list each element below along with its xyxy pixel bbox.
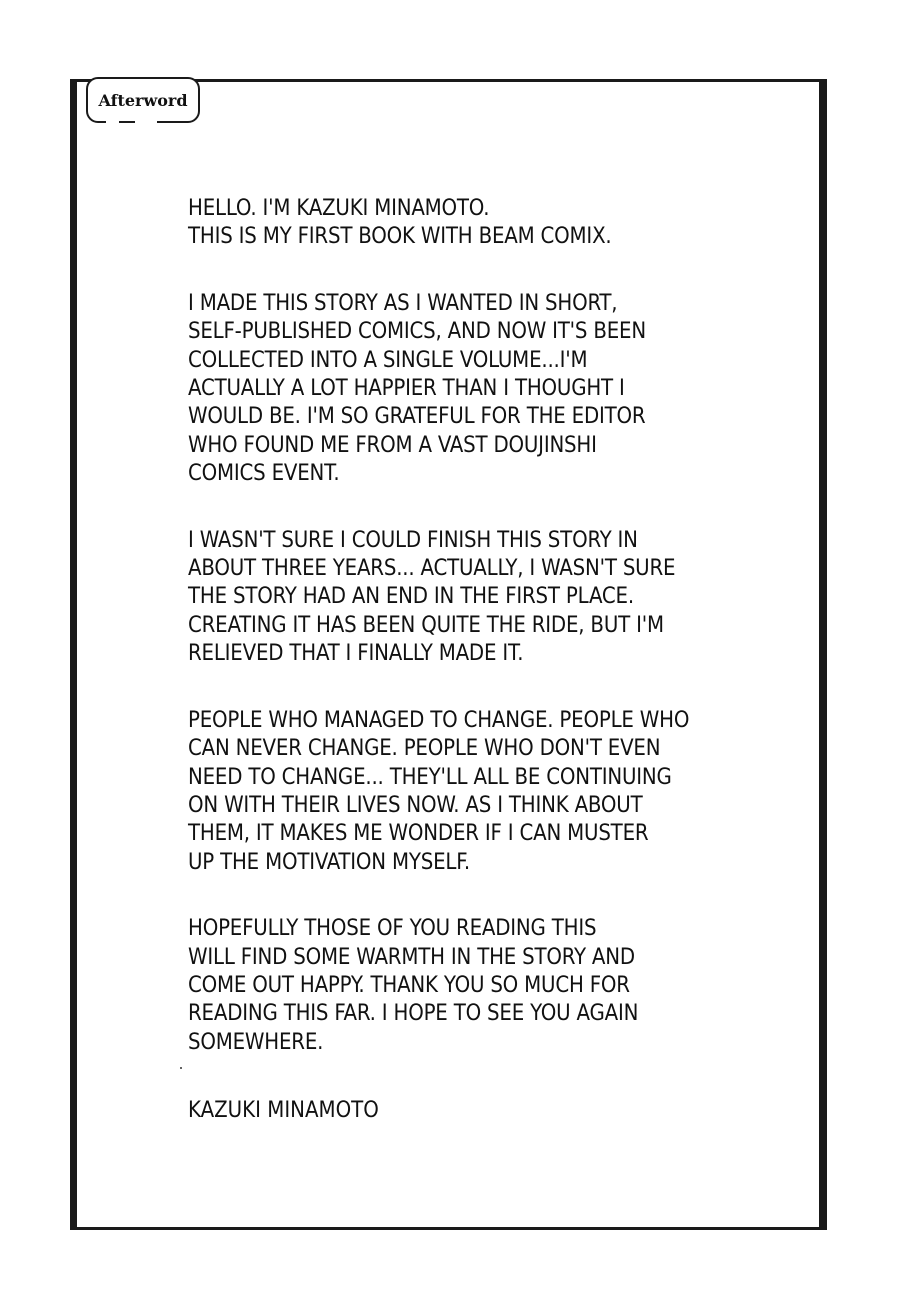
paragraph: [188, 290, 728, 489]
author-signature: KAZUKI MINAMOTO: [188, 1098, 379, 1123]
paragraph: [188, 707, 728, 877]
text-line: ABOUT THREE YEARS... ACTUALLY, I WASN'T SURE: [188, 556, 676, 582]
paragraph: [188, 195, 728, 252]
text-line: COMICS EVENT.: [188, 461, 340, 487]
tag-dash-gap: [135, 119, 157, 123]
text-line: HOPEFULLY THOSE OF YOU READING THIS: [188, 916, 597, 942]
text-line: RELIEVED THAT I FINALLY MADE IT.: [188, 641, 524, 667]
text-line: PEOPLE WHO MANAGED TO CHANGE. PEOPLE WHO: [188, 707, 690, 733]
text-line: SELF-PUBLISHED COMICS, AND NOW IT'S BEEN: [188, 319, 646, 345]
text-line: WOULD BE. I'M SO GRATEFUL FOR THE EDITOR: [188, 404, 646, 430]
text-line: READING THIS FAR. I HOPE TO SEE YOU AGAIN: [188, 1001, 639, 1027]
text-line: HELLO. I'M KAZUKI MINAMOTO.: [188, 196, 490, 221]
text-line: NEED TO CHANGE... THEY'LL ALL BE CONTINUING: [188, 764, 672, 790]
text-line: I MADE THIS STORY AS I WANTED IN SHORT,: [188, 290, 618, 316]
text-line: COLLECTED INTO A SINGLE VOLUME...I'M: [188, 347, 588, 373]
text-line: ON WITH THEIR LIVES NOW. AS I THINK ABOUT: [188, 792, 643, 818]
text-line: ACTUALLY A LOT HAPPIER THAN I THOUGHT I: [188, 376, 625, 402]
ink-speck: [180, 1067, 182, 1069]
afterword-body: [188, 195, 728, 1095]
afterword-tag: [86, 77, 200, 123]
text-line: WHO FOUND ME FROM A VAST DOUJINSHI: [188, 432, 597, 458]
paragraph: [188, 915, 728, 1057]
afterword-tag-label: Afterword: [98, 91, 188, 110]
text-line: CAN NEVER CHANGE. PEOPLE WHO DON'T EVEN: [188, 736, 661, 762]
text-line: COME OUT HAPPY. THANK YOU SO MUCH FOR: [188, 972, 630, 998]
paragraph: [188, 527, 728, 669]
text-line: WILL FIND SOME WARMTH IN THE STORY AND: [188, 944, 635, 970]
text-line: UP THE MOTIVATION MYSELF.: [188, 849, 470, 875]
tag-dash-gap: [106, 119, 119, 123]
text-line: CREATING IT HAS BEEN QUITE THE RIDE, BUT I'M: [188, 612, 664, 638]
text-line: THEM, IT MAKES ME WONDER IF I CAN MUSTER: [188, 821, 649, 847]
text-line: THIS IS MY FIRST BOOK WITH BEAM COMIX.: [188, 224, 612, 250]
text-line: I WASN'T SURE I COULD FINISH THIS STORY IN: [188, 527, 638, 553]
text-line: THE STORY HAD AN END IN THE FIRST PLACE.: [188, 584, 634, 610]
text-line: SOMEWHERE.: [188, 1029, 324, 1055]
